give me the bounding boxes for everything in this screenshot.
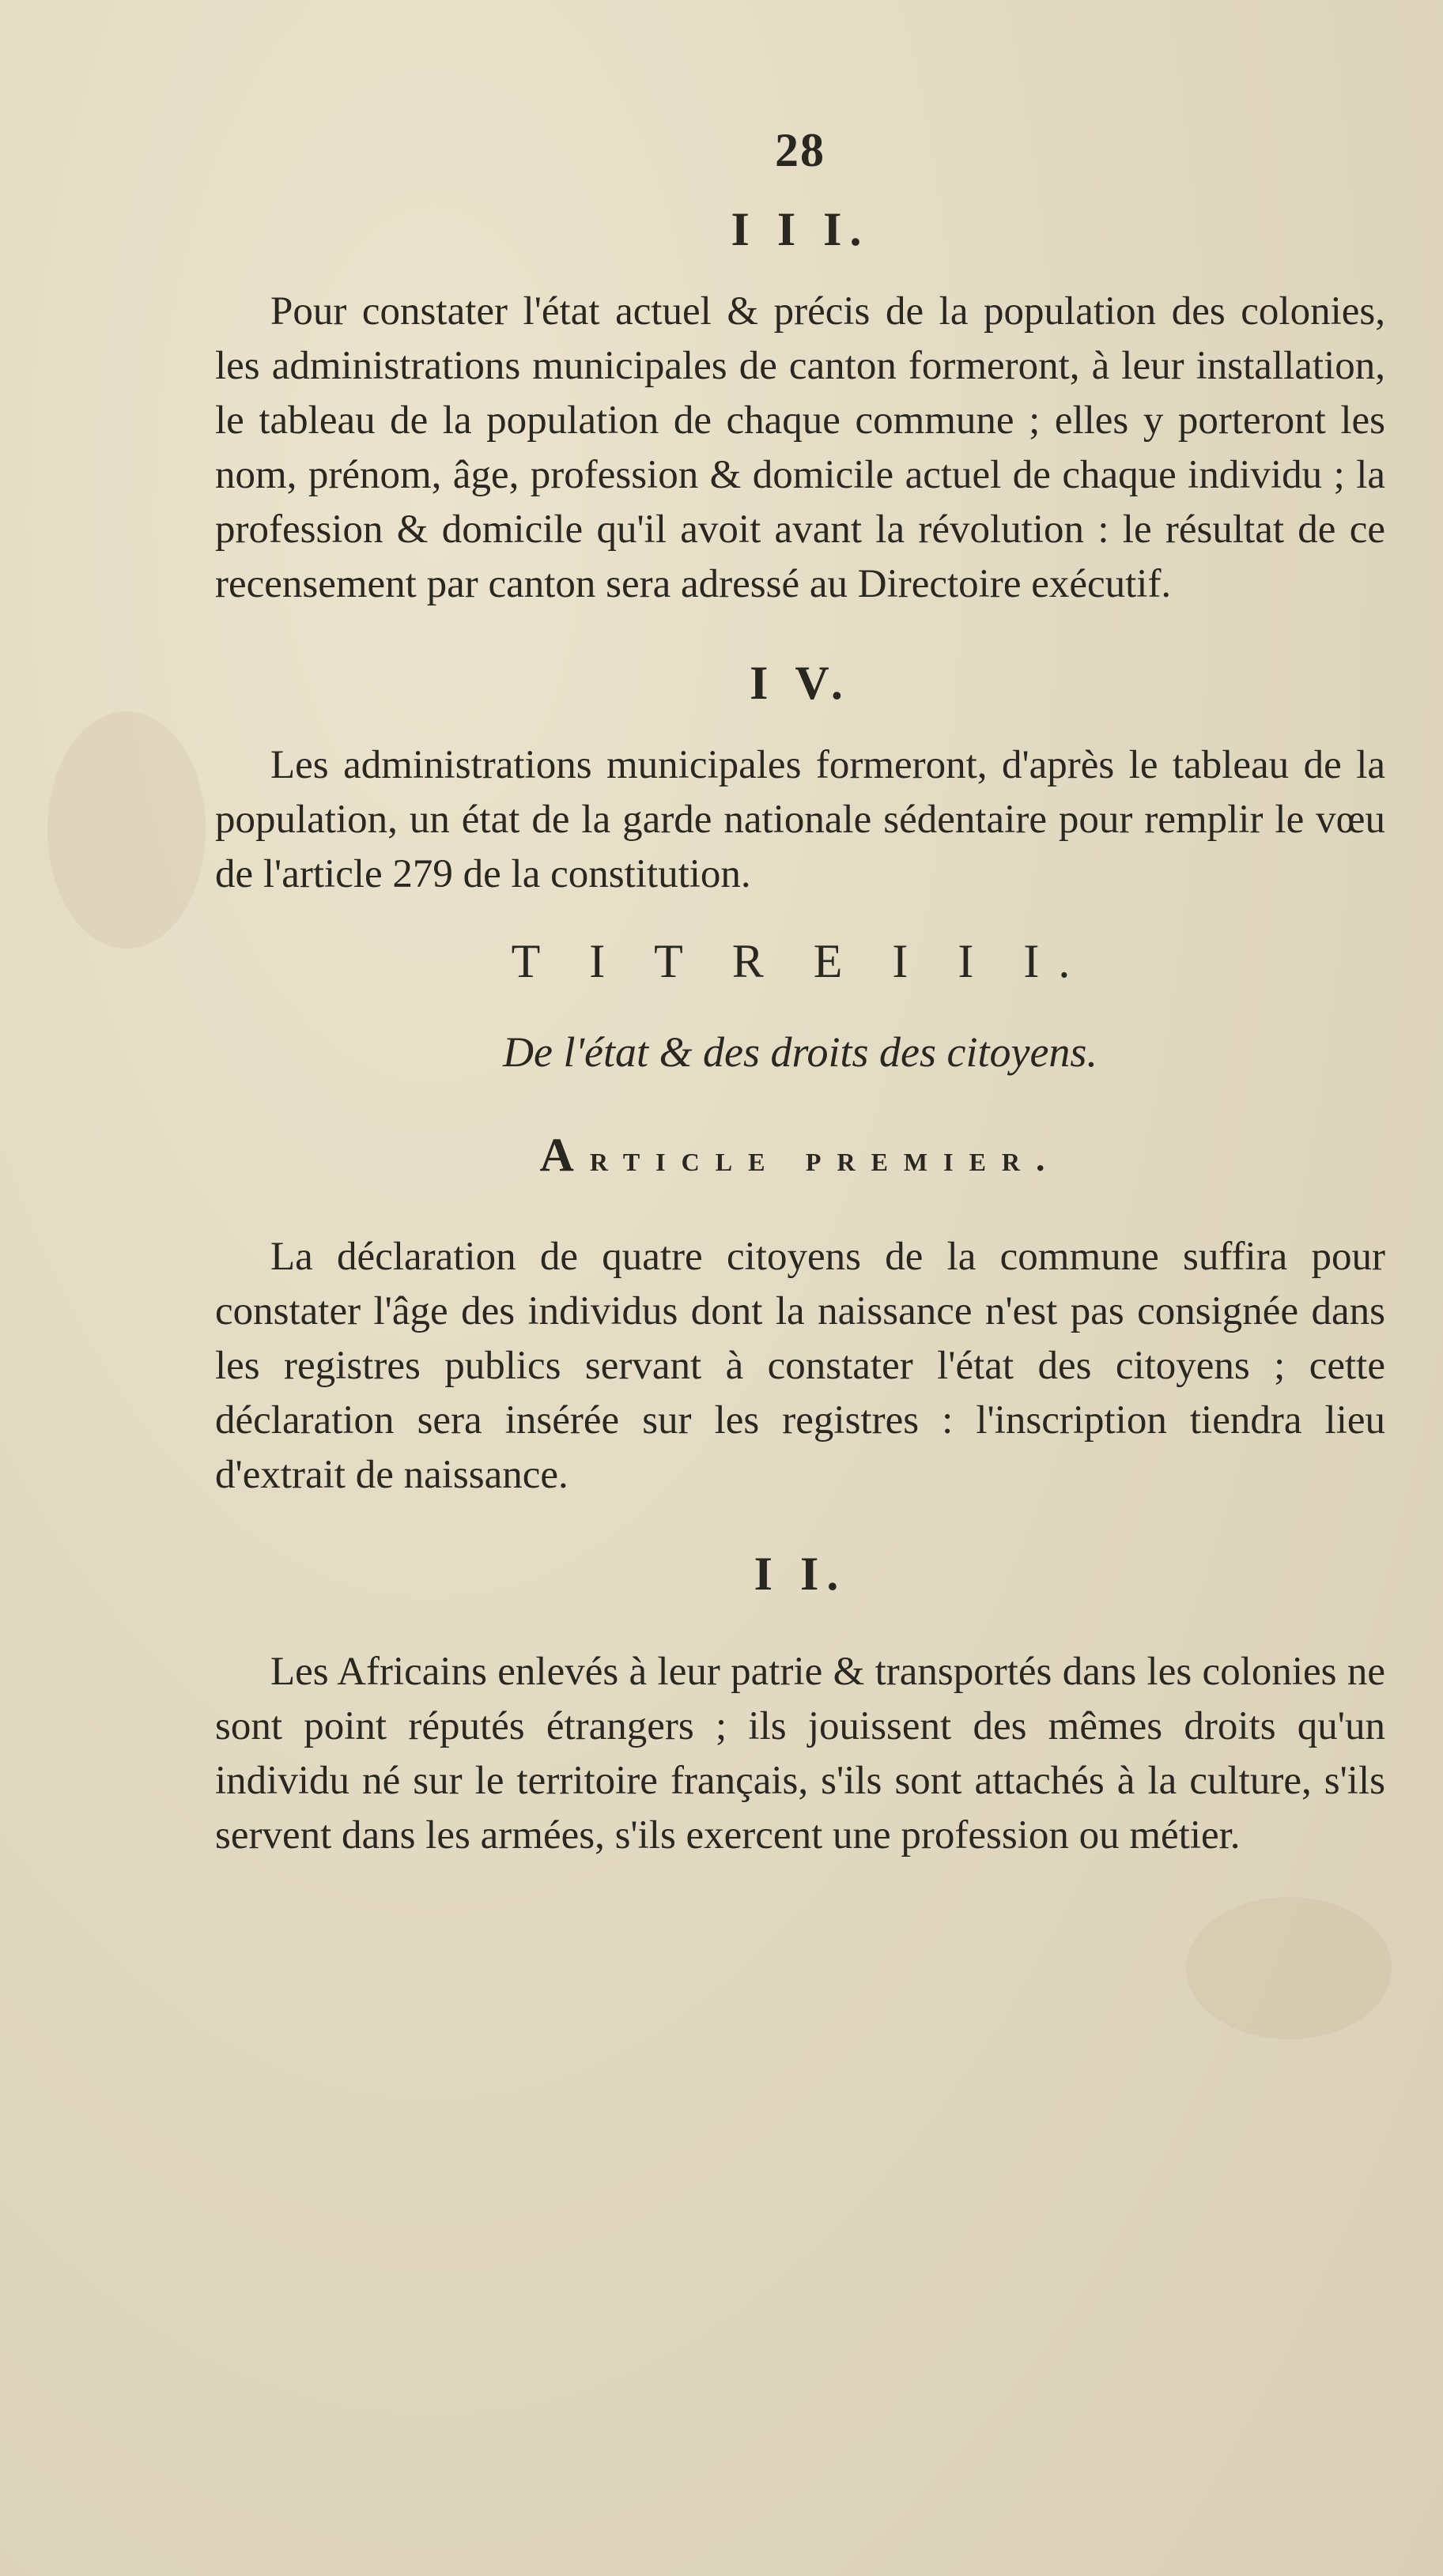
article-premier-heading: Article premier. (539, 1129, 1061, 1181)
titre-subtitle: De l'état & des droits des citoyens. (503, 1028, 1097, 1076)
section-heading-4: I V. (750, 657, 851, 709)
page-number: 28 (775, 124, 825, 176)
paper-stain (47, 711, 206, 949)
article-2-text: Les Africains enlevés à leur patrie & transportés dans les colonies ne sont point réputés étrangers ; ils jouissent des mêmes droits qu'un individu né sur le territoire français, s'ils sont attachés à la culture, s'ils servent dans les armées, s'ils exercent une profession ou métier. (215, 1650, 1385, 1858)
paper-stain (1186, 1897, 1392, 2039)
titre-heading: T I T R E I I I. (511, 935, 1090, 987)
article-2-heading: I I. (754, 1548, 847, 1600)
text-column (215, 119, 1385, 1863)
section-4-text: Les administrations municipales formeront, d'après le tableau de la population, un état de la garde nationale sédentaire pour remplir le vœu de l'article 279 de la constitution. (215, 743, 1385, 896)
section-3-text: Pour constater l'état actuel & précis de la population des colonies, les administrations municipales de canton formeront, à leur installation, le tableau de la population de chaque commune ; elles y porteront les nom, prénom, âge, profession & domicile actuel de chaque individu ; la profession & domicile qu'il avoit avant la révolution : le résultat de ce recensement par canton sera adressé au Directoire exécutif. (215, 289, 1385, 606)
article-1-text: La déclaration de quatre citoyens de la commune suffira pour constater l'âge des individus dont la naissance n'est pas consignée dans les registres publics servant à constater l'état des citoyens ; cette déclaration sera insérée sur les registres : l'inscription tiendra lieu d'extrait de naissance. (215, 1235, 1385, 1497)
section-heading-3: I I I. (731, 203, 870, 255)
